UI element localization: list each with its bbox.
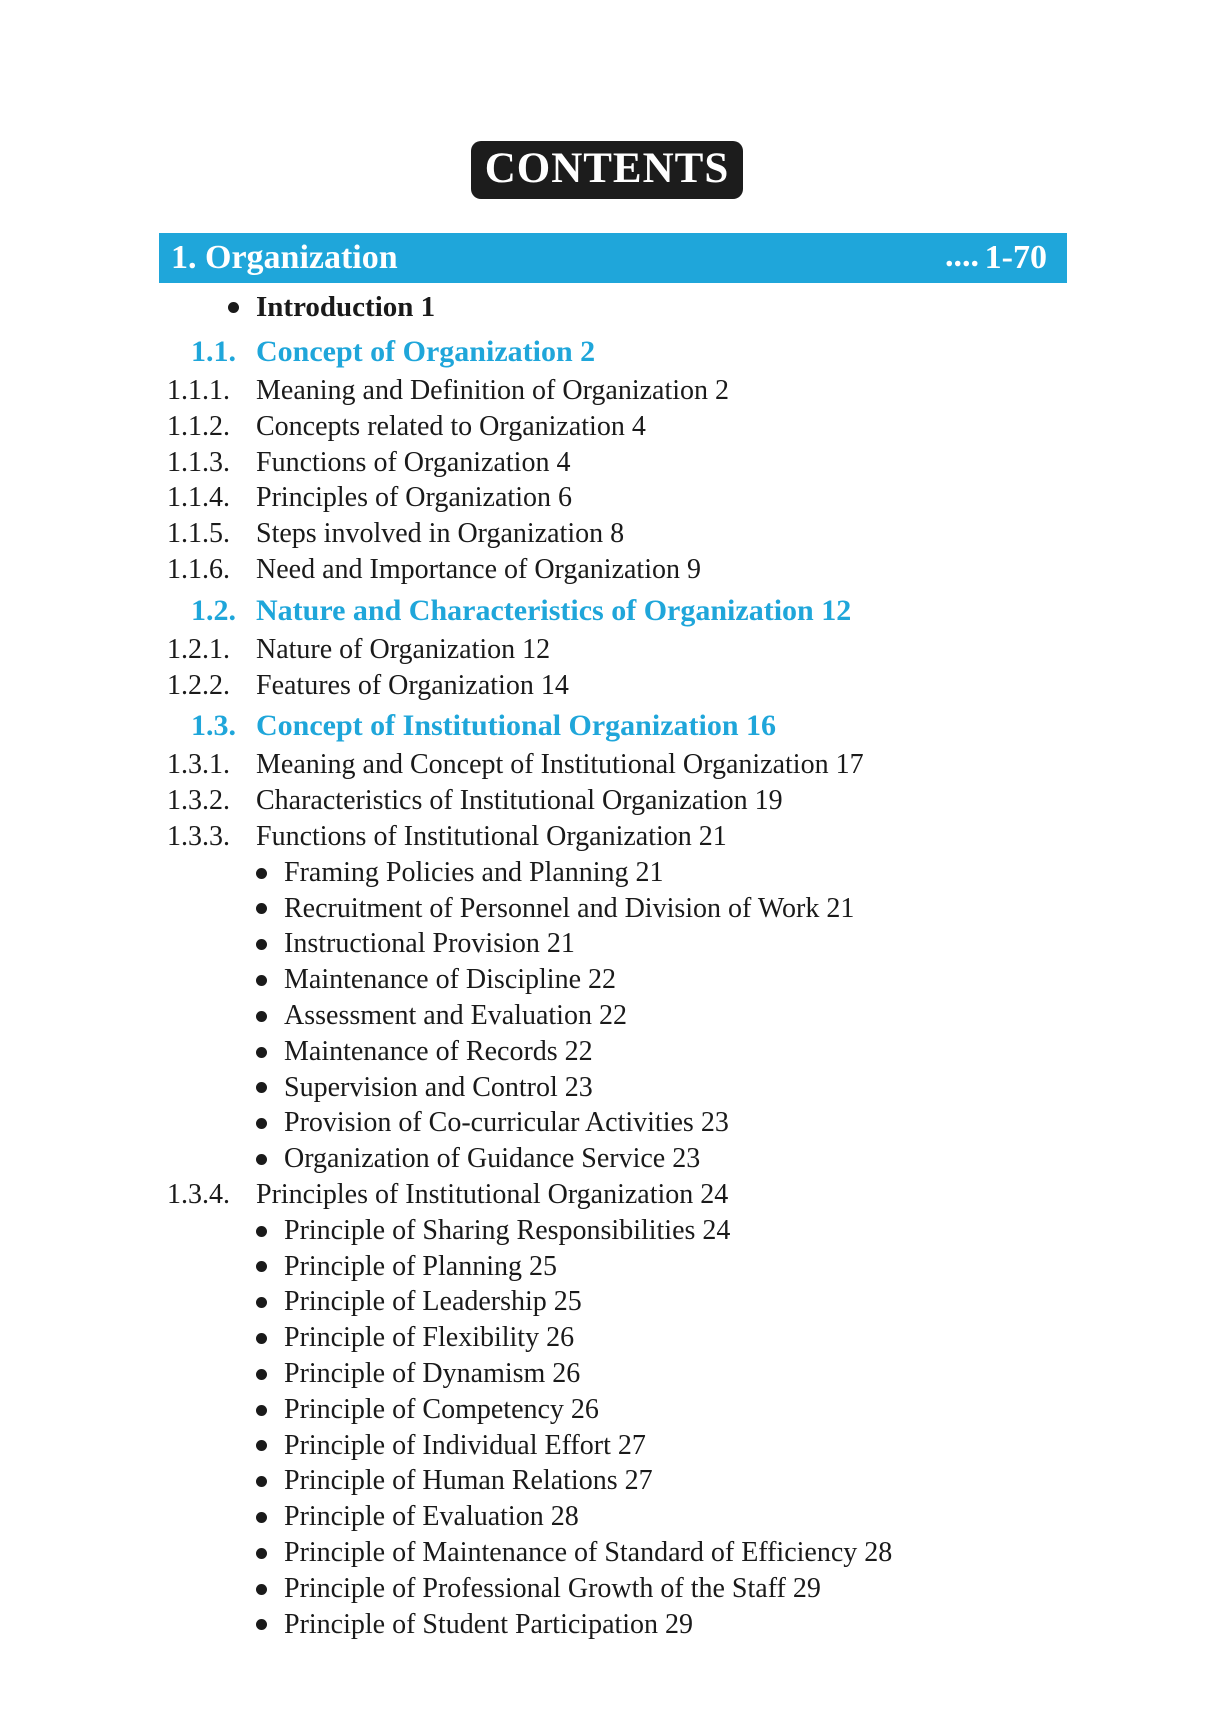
bullet-icon — [256, 1440, 267, 1451]
chapter-banner — [159, 233, 1067, 283]
toc-entry-text: Principle of Planning 25 — [284, 1250, 557, 1282]
toc-entry-text: Concept of Institutional Organization 16 — [256, 709, 777, 743]
chapter-name: 1. Organization — [171, 239, 398, 276]
bullet-icon — [256, 1011, 267, 1022]
toc-entry-bullet — [0, 1392, 1214, 1428]
toc-entry-text: Meaning and Definition of Organization 2 — [256, 375, 730, 406]
toc-entry-text: Principle of Dynamism 26 — [284, 1357, 581, 1389]
toc-entry-number: 1.3.4. — [167, 1178, 230, 1210]
toc-entry-bullet — [0, 1356, 1214, 1392]
toc-entry-sec — [0, 588, 1214, 632]
toc-entry-text: Functions of Institutional Organization 21 — [256, 820, 727, 852]
toc-entry-text: Principle of Sharing Responsibilities 24 — [284, 1214, 731, 1246]
toc-entry-text: Principle of Human Relations 27 — [284, 1465, 653, 1497]
toc-entry-bullet — [0, 1320, 1214, 1356]
toc-entry-bullet — [0, 1070, 1214, 1106]
toc-entry-number: 1.2.2. — [167, 669, 230, 701]
bullet-icon — [256, 1405, 267, 1416]
toc-entry-number: 1.2.1. — [167, 633, 230, 665]
toc-entry-number: 1.3.3. — [167, 820, 230, 852]
bullet-icon — [256, 975, 267, 986]
table-of-contents — [0, 285, 1214, 1642]
toc-entry-text: Organization of Guidance Service 23 — [284, 1143, 701, 1175]
toc-entry-number: 1.1.1. — [167, 375, 230, 406]
toc-entry-number: 1.3.1. — [167, 749, 230, 781]
toc-entry-sub — [0, 632, 1214, 668]
toc-entry-text: Need and Importance of Organization 9 — [256, 553, 701, 585]
bullet-icon — [256, 1297, 267, 1308]
toc-entry-text: Principle of Professional Growth of the Staff 29 — [284, 1572, 821, 1604]
toc-entry-sub — [0, 1177, 1214, 1213]
toc-entry-text: Nature of Organization 12 — [256, 633, 551, 665]
toc-entry-text: Functions of Organization 4 — [256, 446, 571, 478]
toc-entry-number: 1.3.2. — [167, 785, 230, 817]
toc-entry-bullet — [0, 1034, 1214, 1070]
toc-entry-text: Supervision and Control 23 — [284, 1071, 593, 1103]
toc-entry-text: Meaning and Concept of Institutional Organization 17 — [256, 749, 864, 781]
toc-entry-sub — [0, 783, 1214, 819]
toc-entry-sec — [0, 329, 1214, 373]
toc-entry-bullet — [0, 1105, 1214, 1141]
bullet-icon — [256, 1476, 267, 1487]
toc-entry-number: 1.2. — [191, 593, 236, 627]
bullet-icon — [256, 1047, 267, 1058]
toc-entry-text: Recruitment of Personnel and Division of Work 21 — [284, 892, 855, 924]
toc-entry-intro — [0, 285, 1214, 329]
bullet-icon — [228, 302, 239, 313]
toc-entry-number: 1.1.6. — [167, 553, 230, 585]
toc-entry-bullet — [0, 1499, 1214, 1535]
toc-entry-sub — [0, 552, 1214, 588]
toc-entry-text: Instructional Provision 21 — [284, 928, 575, 960]
toc-entry-sub — [0, 516, 1214, 552]
toc-entry-text: Steps involved in Organization 8 — [256, 518, 625, 550]
bullet-icon — [256, 1333, 267, 1344]
bullet-icon — [256, 1369, 267, 1380]
toc-entry-bullet — [0, 998, 1214, 1034]
toc-entry-bullet — [0, 1607, 1214, 1643]
toc-entry-number: 1.1. — [191, 335, 236, 368]
toc-entry-text: Maintenance of Discipline 22 — [284, 964, 617, 996]
toc-entry-text: Principle of Evaluation 28 — [284, 1501, 579, 1533]
toc-entry-text: Principle of Flexibility 26 — [284, 1322, 575, 1354]
toc-entry-bullet — [0, 1284, 1214, 1320]
bullet-icon — [256, 1548, 267, 1559]
toc-entry-bullet — [0, 1535, 1214, 1571]
bullet-icon — [256, 1512, 267, 1523]
toc-entry-text: Maintenance of Records 22 — [284, 1035, 593, 1067]
toc-entry-sec — [0, 703, 1214, 747]
bullet-icon — [256, 1154, 267, 1165]
toc-entry-bullet — [0, 926, 1214, 962]
toc-entry-text: Assessment and Evaluation 22 — [284, 999, 627, 1031]
toc-entry-text: Principle of Individual Effort 27 — [284, 1429, 646, 1461]
toc-entry-bullet — [0, 1249, 1214, 1285]
bullet-icon — [256, 1261, 267, 1272]
toc-entry-text: Features of Organization 14 — [256, 669, 569, 701]
bullet-icon — [256, 868, 267, 879]
toc-entry-text: Principle of Student Participation 29 — [284, 1608, 694, 1640]
toc-entry-bullet — [0, 1213, 1214, 1249]
toc-entry-text: Concept of Organization 2 — [256, 335, 596, 368]
toc-entry-sub — [0, 445, 1214, 481]
toc-entry-bullet — [0, 1463, 1214, 1499]
toc-entry-number: 1.1.5. — [167, 518, 230, 550]
toc-entry-sub — [0, 819, 1214, 855]
toc-entry-bullet — [0, 891, 1214, 927]
toc-entry-text: Introduction 1 — [256, 291, 436, 323]
toc-entry-text: Principles of Institutional Organization 24 — [256, 1178, 729, 1210]
title-wrapper — [0, 141, 1214, 199]
toc-entry-text: Provision of Co-curricular Activities 23 — [284, 1107, 729, 1139]
toc-entry-text: Concepts related to Organization 4 — [256, 410, 646, 442]
toc-entry-sub — [0, 668, 1214, 704]
toc-entry-number: 1.1.3. — [167, 446, 230, 478]
toc-entry-text: Characteristics of Institutional Organization 19 — [256, 785, 783, 817]
toc-entry-number: 1.3. — [191, 709, 236, 743]
bullet-icon — [256, 1118, 267, 1129]
toc-entry-number: 1.1.2. — [167, 410, 230, 442]
toc-entry-number: 1.1.4. — [167, 482, 230, 514]
bullet-icon — [256, 903, 267, 914]
toc-entry-bullet — [0, 1571, 1214, 1607]
toc-entry-bullet — [0, 855, 1214, 891]
toc-entry-bullet — [0, 962, 1214, 998]
chapter-leader-dots: .... — [945, 237, 979, 274]
bullet-icon — [256, 939, 267, 950]
toc-entry-text: Principle of Maintenance of Standard of Efficiency 28 — [284, 1536, 893, 1568]
toc-entry-sub — [0, 747, 1214, 783]
toc-entry-bullet — [0, 1141, 1214, 1177]
toc-entry-bullet — [0, 1428, 1214, 1464]
toc-entry-text: Principle of Competency 26 — [284, 1393, 599, 1425]
bullet-icon — [256, 1619, 267, 1630]
toc-entry-text: Nature and Characteristics of Organization 12 — [256, 593, 852, 627]
bullet-icon — [256, 1584, 267, 1595]
bullet-icon — [256, 1226, 267, 1237]
toc-entry-text: Principles of Organization 6 — [256, 482, 572, 514]
toc-entry-text: Framing Policies and Planning 21 — [284, 856, 664, 888]
page-title: CONTENTS — [471, 141, 744, 199]
chapter-pages: 1-70 — [984, 239, 1047, 276]
bullet-icon — [256, 1082, 267, 1093]
toc-entry-text: Principle of Leadership 25 — [284, 1286, 582, 1318]
toc-entry-sub — [0, 480, 1214, 516]
toc-entry-sub — [0, 409, 1214, 445]
toc-entry-sub — [0, 373, 1214, 409]
